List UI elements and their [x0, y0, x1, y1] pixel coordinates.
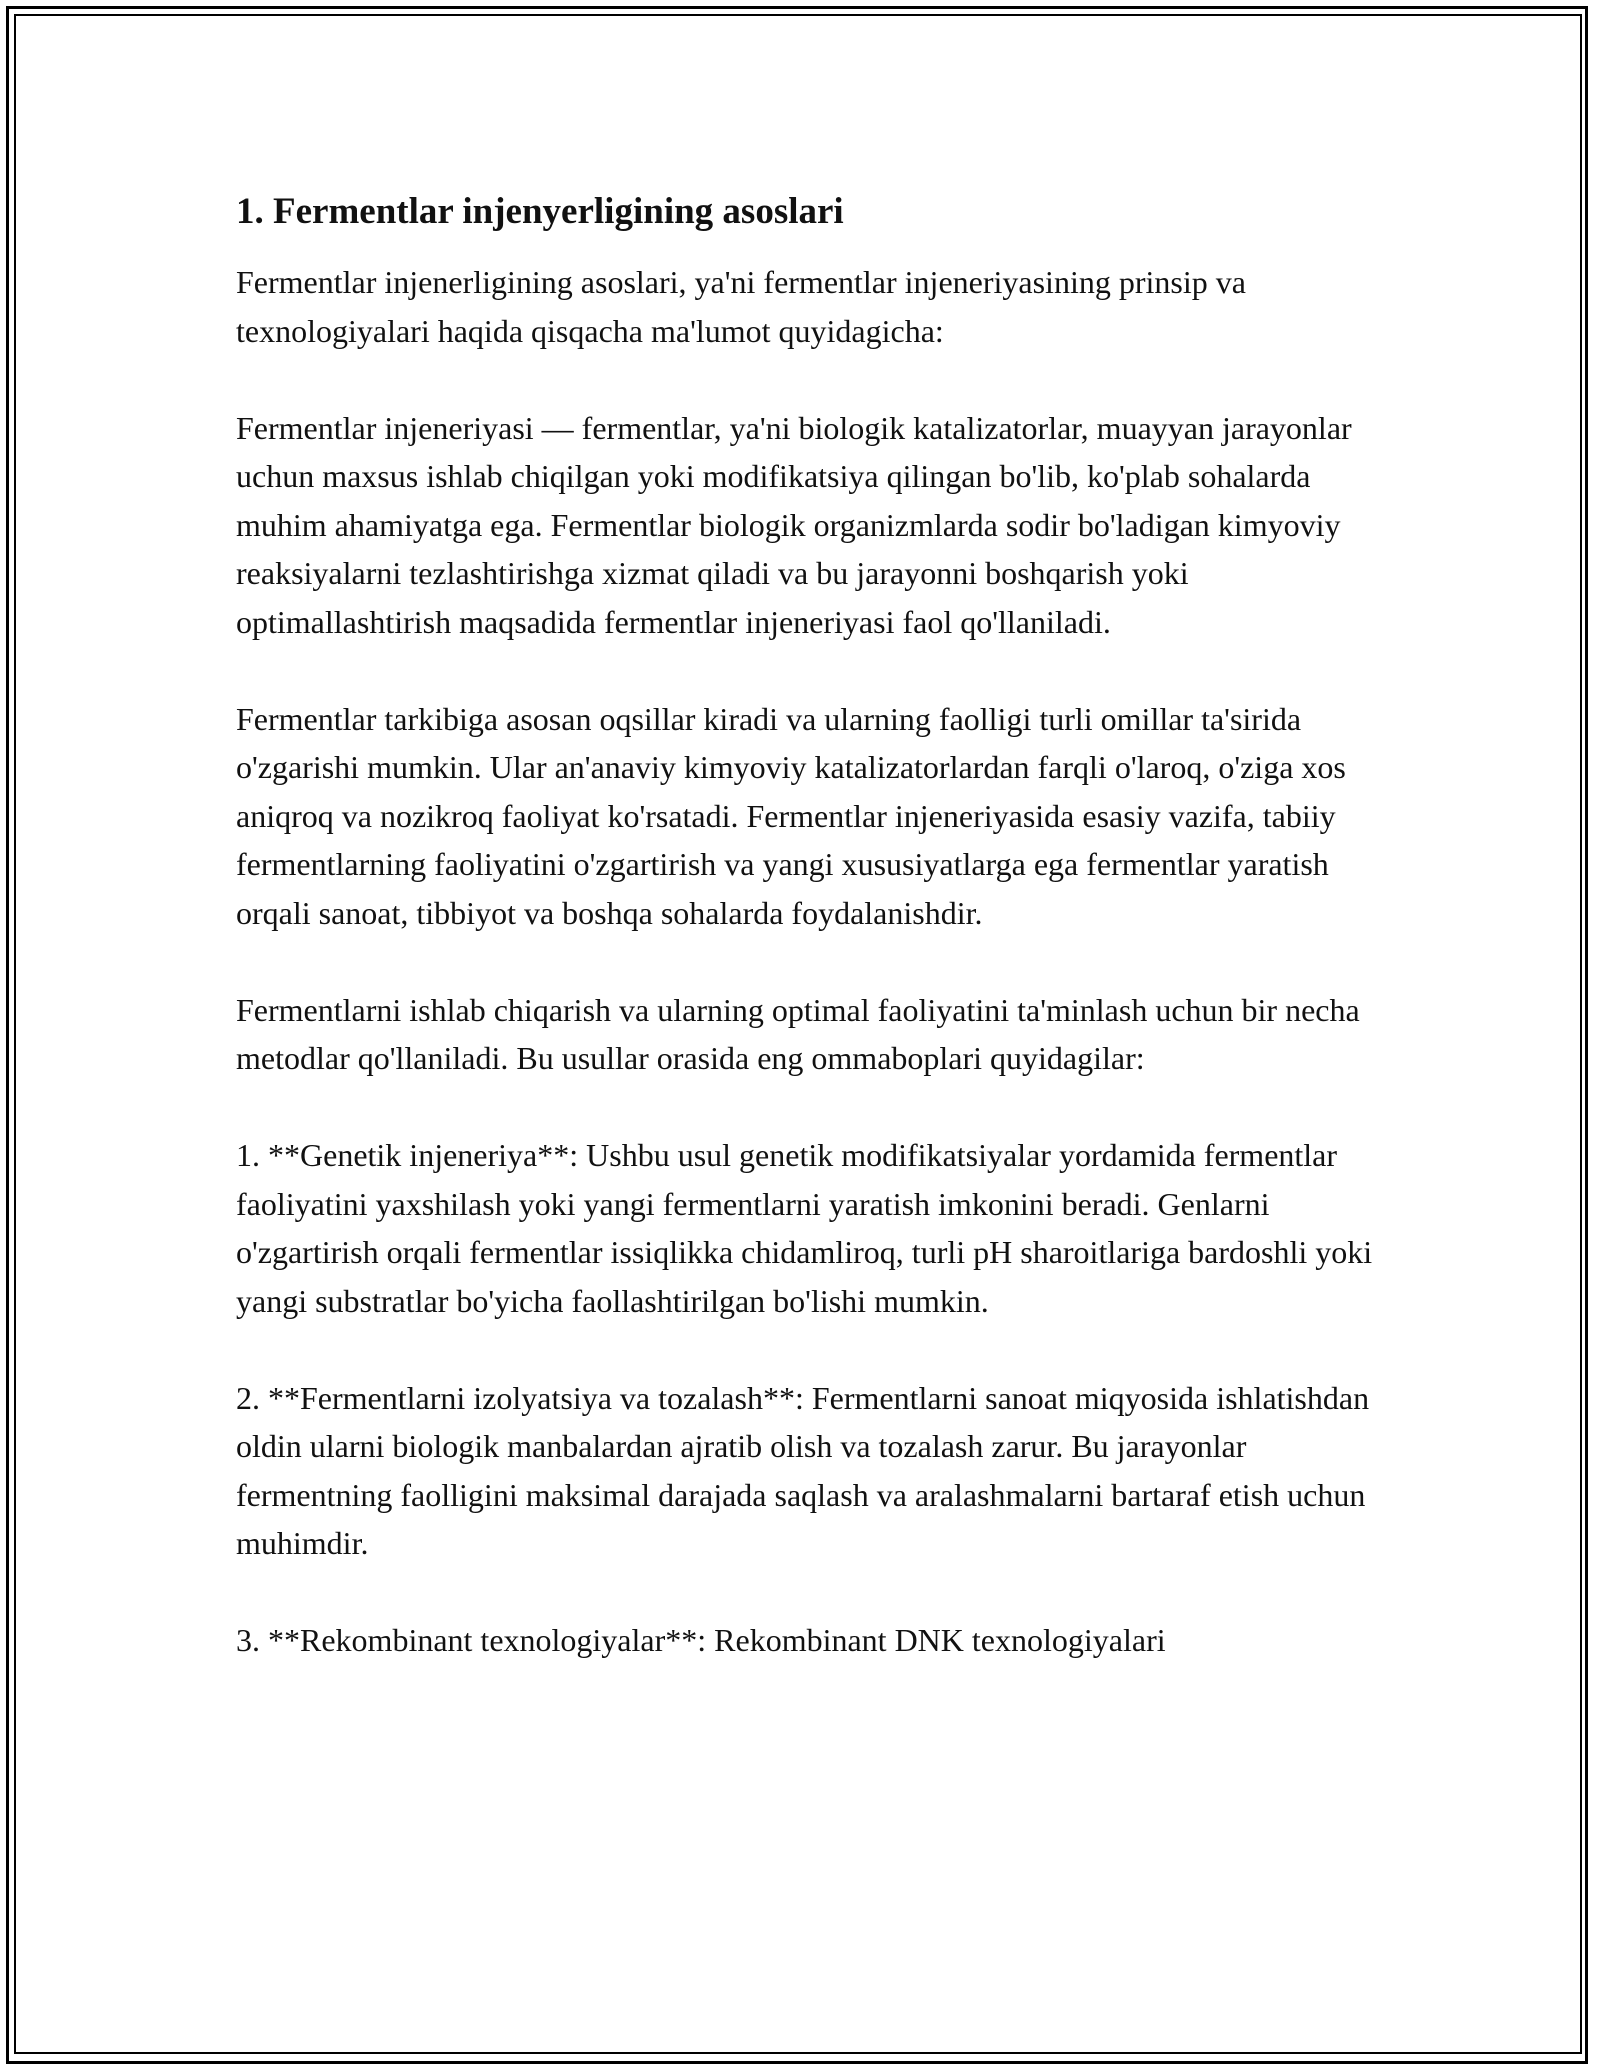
list-item-recombinant-technologies: 3. **Rekombinant texnologiyalar**: Rekombinant DNK texnologiyalari [236, 1622, 1166, 1659]
document-body [236, 188, 1386, 1665]
paragraph-composition: Fermentlar tarkibiga asosan oqsillar kiradi va ularning faolligi turli omillar ta'sirida o'zgarishi mumkin. Ular an'anaviy kimyoviy katalizatorlardan farqli o'laroq, o'ziga xos aniqroq va nozikroq faoliyat ko'rsatadi. Fermentlar injeneriyasida esasiy vazifa, tabiiy fermentlarning faoliyatini o'zgartirish va yangi xususiyatlarga ega fermentlar yaratish orqali sanoat, tibbiyot va boshqa sohalarda foydalanishdir. [236, 700, 1346, 931]
paragraph-definition: Fermentlar injeneriyasi — fermentlar, ya'ni biologik katalizatorlar, muayyan jarayonlar uchun maxsus ishlab chiqilgan yoki modifikatsiya qilingan bo'lib, ko'plab sohalarda muhim ahamiyatga ega. Fermentlar biologik organizmlarda sodir bo'ladigan kimyoviy reaksiyalarni tezlashtirishga xizmat qiladi va bu jarayonni boshqarish yoki optimallashtirish maqsadida fermentlar injeneriyasi faol qo'llaniladi. [236, 409, 1352, 640]
section-heading: 1. Fermentlar injenyerligining asoslari [236, 191, 844, 232]
list-item-isolation-purification: 2. **Fermentlarni izolyatsiya va tozalash**: Fermentlarni sanoat miqyosida ishlatishdan oldin ularni biologik manbalardan ajratib olish va tozalash zarur. Bu jarayonlar fermentning faolligini maksimal darajada saqlash va aralashmalarni bartaraf etish uchun muhimdir. [236, 1379, 1370, 1562]
paragraph-methods-intro: Fermentlarni ishlab chiqarish va ularning optimal faoliyatini ta'minlash uchun bir necha metodlar qo'llaniladi. Bu usullar orasida eng ommaboplari quyidagilar: [236, 991, 1360, 1077]
paragraph-intro: Fermentlar injenerligining asoslari, ya'ni fermentlar injeneriyasining prinsip va texnologiyalari haqida qisqacha ma'lumot quyidagicha: [236, 264, 1246, 349]
list-item-genetic-engineering: 1. **Genetik injeneriya**: Ushbu usul genetik modifikatsiyalar yordamida fermentlar faoliyatini yaxshilash yoki yangi fermentlarni yaratish imkonini beradi. Genlarni o'zgartirish orqali fermentlar issiqlikka chidamliroq, turli pH sharoitlariga bardoshli yoki yangi substratlar bo'yicha faollashtirilgan bo'lishi mumkin. [236, 1137, 1373, 1319]
